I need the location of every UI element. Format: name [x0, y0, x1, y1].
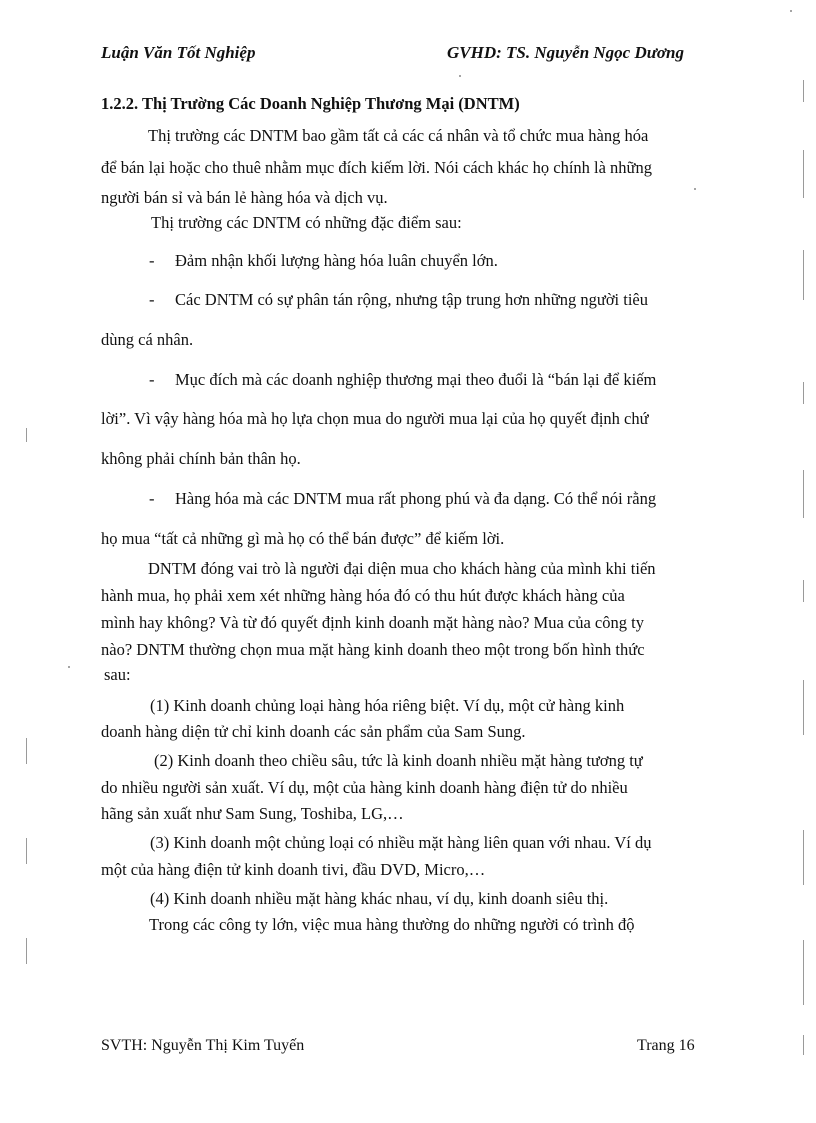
bullet-dash: - — [149, 290, 155, 309]
scan-mark — [803, 80, 804, 102]
paragraph-line: lời”. Vì vậy hàng hóa mà họ lựa chọn mua do người mua lại của họ quyết định chứ — [101, 409, 649, 428]
paragraph-line: để bán lại hoặc cho thuê nhằm mục đích kiếm lời. Nói cách khác họ chính là những — [101, 158, 653, 177]
list-item-2: (2) Kinh doanh theo chiều sâu, tức là kinh doanh nhiều mặt hàng tương tự — [154, 751, 643, 770]
section-title: 1.2.2. Thị Trường Các Doanh Nghiệp Thương Mại (DNTM) — [101, 94, 520, 113]
scan-mark — [803, 150, 804, 198]
paragraph-line: Thị trường các DNTM bao gầm tất cả các cá nhân và tổ chức mua hàng hóa — [148, 126, 649, 145]
scan-mark — [26, 838, 27, 864]
paragraph-line: Trong các công ty lớn, việc mua hàng thường do những người có trình độ — [149, 915, 635, 934]
scan-mark — [803, 1035, 804, 1055]
paragraph-line: hành mua, họ phải xem xét những hàng hóa đó có thu hút được khách hàng của — [101, 586, 625, 605]
bullet-item: Hàng hóa mà các DNTM mua rất phong phú và đa dạng. Có thể nói rằng — [175, 489, 657, 508]
bullet-dash: - — [149, 251, 155, 270]
bullet-item: Đảm nhận khối lượng hàng hóa luân chuyển lớn. — [175, 251, 498, 270]
paragraph-line: DNTM đóng vai trò là người đại diện mua cho khách hàng của mình khi tiến — [148, 559, 656, 578]
scan-mark — [803, 250, 804, 300]
header-thesis-title: Luận Văn Tốt Nghiệp — [101, 43, 256, 62]
paragraph-line: họ mua “tất cả những gì mà họ có thể bán được” để kiếm lời. — [101, 529, 505, 548]
scan-mark — [803, 680, 804, 735]
scan-dot — [459, 75, 461, 77]
scan-dot — [790, 10, 792, 12]
paragraph-line: hãng sản xuất như Sam Sung, Toshiba, LG,… — [101, 804, 404, 823]
scan-mark — [803, 940, 804, 1005]
list-item-3: (3) Kinh doanh một chủng loại có nhiều mặt hàng liên quan với nhau. Ví dụ — [150, 833, 652, 852]
bullet-item: Các DNTM có sự phân tán rộng, nhưng tập trung hơn những người tiêu — [175, 290, 648, 309]
paragraph-line: dùng cá nhân. — [101, 330, 194, 349]
scan-mark — [26, 738, 27, 764]
page-number: Trang 16 — [637, 1037, 695, 1054]
list-item-4: (4) Kinh doanh nhiều mặt hàng khác nhau, ví dụ, kinh doanh siêu thị. — [150, 889, 609, 908]
paragraph-line: do nhiều người sản xuất. Ví dụ, một của hàng kinh doanh hàng điện tử do nhiều — [101, 778, 628, 797]
scan-dot — [694, 188, 696, 190]
bullet-dash: - — [149, 370, 155, 389]
paragraph-line: sau: — [104, 665, 131, 684]
scan-dot — [68, 666, 70, 668]
scan-mark — [803, 830, 804, 885]
paragraph-line: doanh hàng diện tử chỉ kinh doanh các sản phẩm của Sam Sung. — [101, 722, 526, 741]
footer-student-name: SVTH: Nguyễn Thị Kim Tuyến — [101, 1037, 305, 1054]
paragraph-line: một của hàng điện tử kinh doanh tivi, đầu DVD, Micro,… — [101, 860, 486, 879]
paragraph-line: Thị trường các DNTM có những đặc điểm sau: — [151, 213, 462, 232]
scan-mark — [803, 580, 804, 602]
list-item-1: (1) Kinh doanh chủng loại hàng hóa riêng biệt. Ví dụ, một cử hàng kinh — [150, 696, 625, 715]
scan-mark — [26, 428, 27, 442]
paragraph-line: người bán sỉ và bán lẻ hàng hóa và dịch vụ. — [101, 188, 388, 207]
paragraph-line: mình hay không? Và từ đó quyết định kinh doanh mặt hàng nào? Mua của công ty — [101, 613, 644, 632]
scan-mark — [26, 938, 27, 964]
header-advisor: GVHD: TS. Nguyễn Ngọc Dương — [447, 43, 685, 62]
paragraph-line: nào? DNTM thường chọn mua mặt hàng kinh doanh theo một trong bốn hình thức — [101, 640, 645, 659]
scan-mark — [803, 382, 804, 404]
paragraph-line: không phải chính bản thân họ. — [101, 449, 301, 468]
scan-mark — [803, 470, 804, 518]
bullet-dash: - — [149, 489, 155, 508]
bullet-item: Mục đích mà các doanh nghiệp thương mại theo đuổi là “bán lại để kiếm — [175, 370, 657, 389]
